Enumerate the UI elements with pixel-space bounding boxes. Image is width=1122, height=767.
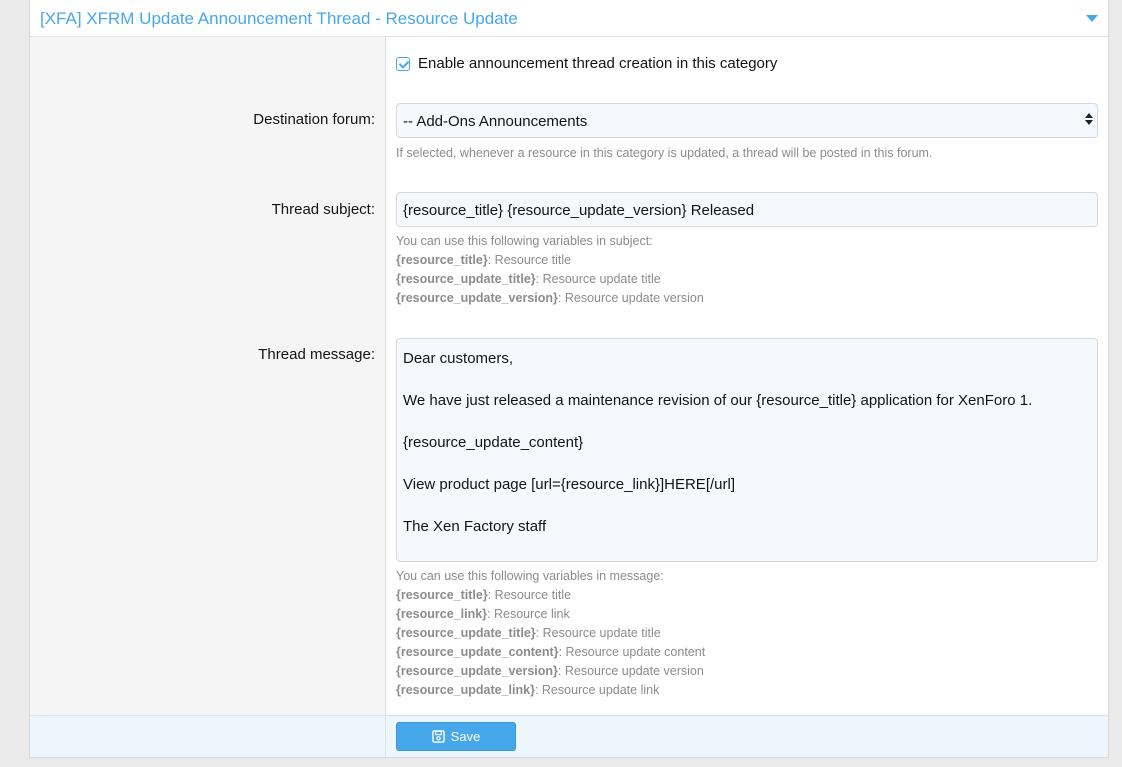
variable-name: {resource_link}: [396, 607, 488, 621]
variable-desc: : Resource update title: [535, 626, 661, 640]
settings-panel: [29, 0, 1109, 758]
variable-desc: : Resource update content: [558, 645, 706, 659]
destination-forum-value: -- Add-Ons Announcements: [403, 113, 588, 130]
thread-subject-input[interactable]: {resource_title} {resource_update_version} Released: [396, 192, 1098, 227]
variable-name: {resource_title}: [396, 588, 488, 602]
message-line: View product page [url={resource_link}]HERE[/url]: [403, 476, 735, 493]
save-icon: [432, 730, 445, 743]
message-line: [403, 453, 1091, 474]
message-variable-item: [396, 662, 705, 681]
variable-name: {resource_update_title}: [396, 272, 536, 286]
select-arrows-icon: [1085, 113, 1093, 127]
thread-message-textarea[interactable]: [396, 338, 1098, 562]
panel-header[interactable]: [30, 0, 1108, 37]
variable-desc: : Resource title: [487, 588, 572, 602]
message-line: {resource_update_content}: [403, 434, 584, 451]
variable-desc: : Resource update title: [535, 272, 661, 286]
enable-announcement-label[interactable]: Enable announcement thread creation in this category: [418, 55, 778, 72]
thread-message-label: Thread message:: [258, 346, 375, 363]
collapse-arrow-icon[interactable]: [1086, 15, 1098, 22]
variable-desc: : Resource title: [487, 253, 572, 267]
enable-announcement-checkbox[interactable]: [396, 57, 410, 71]
variable-desc: : Resource update version: [557, 664, 704, 678]
enable-announcement-checkbox-row[interactable]: [396, 55, 777, 72]
variable-desc: : Resource update version: [557, 291, 704, 305]
message-line: The Xen Factory staff: [403, 518, 547, 535]
thread-subject-label: Thread subject:: [271, 201, 375, 218]
message-line: [403, 495, 1091, 516]
message-variable-item: [396, 643, 705, 662]
variable-name: {resource_update_version}: [396, 291, 558, 305]
subject-variable-item: [396, 251, 704, 270]
panel-title[interactable]: [XFA] XFRM Update Announcement Thread - Resource Update: [40, 9, 518, 28]
message-variable-item: [396, 586, 705, 605]
message-line: Dear customers,: [403, 350, 514, 367]
message-variable-item: [396, 624, 705, 643]
message-variable-item: [396, 605, 705, 624]
label-column: [30, 37, 386, 715]
variable-desc: : Resource link: [487, 607, 570, 621]
variable-name: {resource_title}: [396, 253, 488, 267]
subject-variable-item: [396, 270, 704, 289]
subject-variables-hint: [396, 232, 704, 308]
subject-hint-intro: You can use this following variables in subject:: [396, 234, 653, 248]
message-line: We have just released a maintenance revision of our {resource_title} application for XenForo 1.: [403, 392, 1033, 409]
destination-forum-hint: If selected, whenever a resource in this category is updated, a thread will be posted in this forum.: [396, 146, 933, 160]
message-line: [403, 369, 1091, 390]
message-variables-hint: [396, 567, 705, 700]
variable-name: {resource_update_title}: [396, 626, 536, 640]
message-line: [403, 411, 1091, 432]
save-button-label: Save: [450, 729, 481, 744]
variable-name: {resource_update_version}: [396, 664, 558, 678]
save-button[interactable]: [396, 722, 516, 751]
variable-name: {resource_update_content}: [396, 645, 559, 659]
destination-forum-label: Destination forum:: [253, 111, 375, 128]
message-variable-item: [396, 681, 705, 700]
variable-name: {resource_update_link}: [396, 683, 535, 697]
content-column: [386, 37, 1108, 715]
footer-label-spacer: [30, 716, 386, 758]
subject-variable-item: [396, 289, 704, 308]
destination-forum-select[interactable]: [396, 103, 1098, 138]
form-footer: [30, 715, 1108, 757]
message-hint-intro: You can use this following variables in message:: [396, 569, 664, 583]
variable-desc: : Resource update link: [534, 683, 660, 697]
